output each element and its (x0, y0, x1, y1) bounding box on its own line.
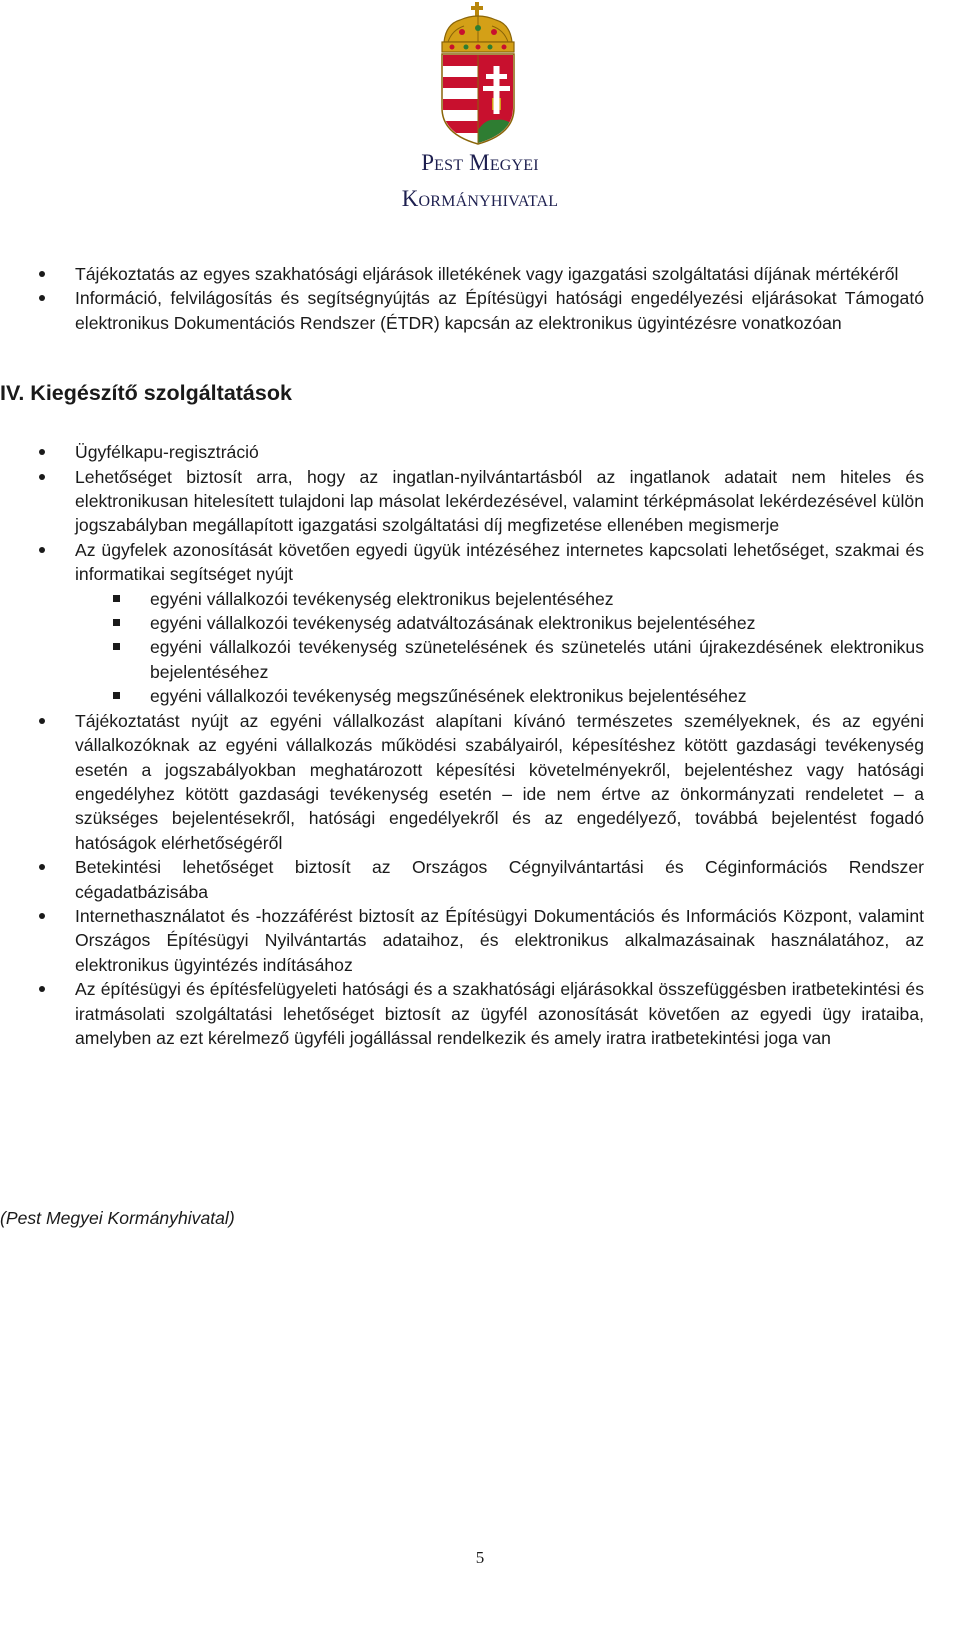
source-note: (Pest Megyei Kormányhivatal) (0, 1208, 235, 1228)
square-bullet-icon (113, 595, 120, 602)
list-item: Lehetőséget biztosít arra, hogy az ingatlan-nyilvántartásból az ingatlanok adatait nem hiteles és elektronikusan hitelesített tulajdoni lap másolat lekérdezésével, valamint térképmásolat lekérdezésével külön jogszabályban megállapított igazgatási szolgáltatási díj megfizetése ellenében megismerje (0, 465, 960, 538)
square-bullet-icon (113, 692, 120, 699)
list-item: Tájékoztatás az egyes szakhatósági eljárások illetékének vagy igazgatási szolgáltatási díjának mértékéről (0, 262, 960, 286)
section-heading: IV. Kiegészítő szolgáltatások (0, 381, 292, 406)
sublist-item: egyéni vállalkozói tevékenység adatváltozásának elektronikus bejelentéséhez (0, 611, 960, 635)
bullet-icon (39, 547, 45, 553)
list-item: Információ, felvilágosítás és segítségnyújtás az Építésügyi hatósági engedélyezési eljárásokat Támogató elektronikus Dokumentációs Rendszer (ÉTDR) kapcsán az elektronikus ügyintézésre vonatkozóan (0, 286, 960, 335)
sublist-item: egyéni vállalkozói tevékenység szünetelésének és szünetelés utáni újrakezdésének elektronikus bejelentéséhez (0, 635, 960, 684)
document-body (0, 262, 960, 1050)
org-name-line2: Kormányhivatal (401, 186, 559, 211)
list-item: Ügyfélkapu-regisztráció (0, 440, 960, 464)
sublist-item: egyéni vállalkozói tevékenység megszűnésének elektronikus bejelentéséhez (0, 684, 960, 708)
bullet-icon (39, 718, 45, 724)
hungarian-coat-of-arms-icon (438, 2, 518, 150)
square-bullet-icon (113, 619, 120, 626)
bullet-icon (39, 449, 45, 455)
list-item: Az építésügyi és építésfelügyeleti hatósági és a szakhatósági eljárásokkal összefüggésben iratbetekintési és iratmásolati szolgáltatási lehetőséget biztosít az ügyfél azonosítását követően az egyedi ügy irataiba, amelyben az ezt kérelmező ügyféli jogállással rendelkezik és amely iratra iratbetekintési joga van (0, 977, 960, 1050)
org-name-line1: Pest Megyei (421, 150, 539, 175)
list-item: Betekintési lehetőséget biztosít az Országos Cégnyilvántartási és Céginformációs Rendszer cégadatbázisába (0, 855, 960, 904)
service-list-1 (0, 262, 960, 335)
bullet-icon (39, 295, 45, 301)
service-list-3 (0, 709, 960, 1051)
bullet-icon (39, 864, 45, 870)
list-item: Az ügyfelek azonosítását követően egyedi ügyük intézéséhez internetes kapcsolati lehetőséget, szakmai és informatikai segítséget nyújt (0, 538, 960, 587)
service-list-2 (0, 440, 960, 586)
bullet-icon (39, 913, 45, 919)
bullet-icon (39, 271, 45, 277)
square-bullet-icon (113, 643, 120, 650)
page-number: 5 (475, 1548, 485, 1567)
list-item: Tájékoztatást nyújt az egyéni vállalkozást alapítani kívánó természetes személyeknek, és az egyéni vállalkozóknak az egyéni vállalkozás működési szabályairól, képesítéshez kötött gazdasági tevékenység esetén a jogszabályokban meghatározott képesítési követelményekről, bejelentéshez vagy hatósági engedélyhez kötött gazdasági tevékenység esetén – ide nem értve az önkormányzati rendeletet – a szükséges bejelentésekről, hatósági engedélyekről és az engedélyező, továbbá bejelentést fogadó hatóságok elérhetőségéről (0, 709, 960, 855)
bullet-icon (39, 986, 45, 992)
sublist-item: egyéni vállalkozói tevékenység elektronikus bejelentéséhez (0, 587, 960, 611)
list-item: Internethasználatot és -hozzáférést biztosít az Építésügyi Dokumentációs és Információs Központ, valamint Országos Építésügyi Nyilvántartás adataihoz, és elektronikus alkalmazásainak használatához, az elektronikus ügyintézés indításához (0, 904, 960, 977)
bullet-icon (39, 474, 45, 480)
service-sublist (0, 587, 960, 709)
